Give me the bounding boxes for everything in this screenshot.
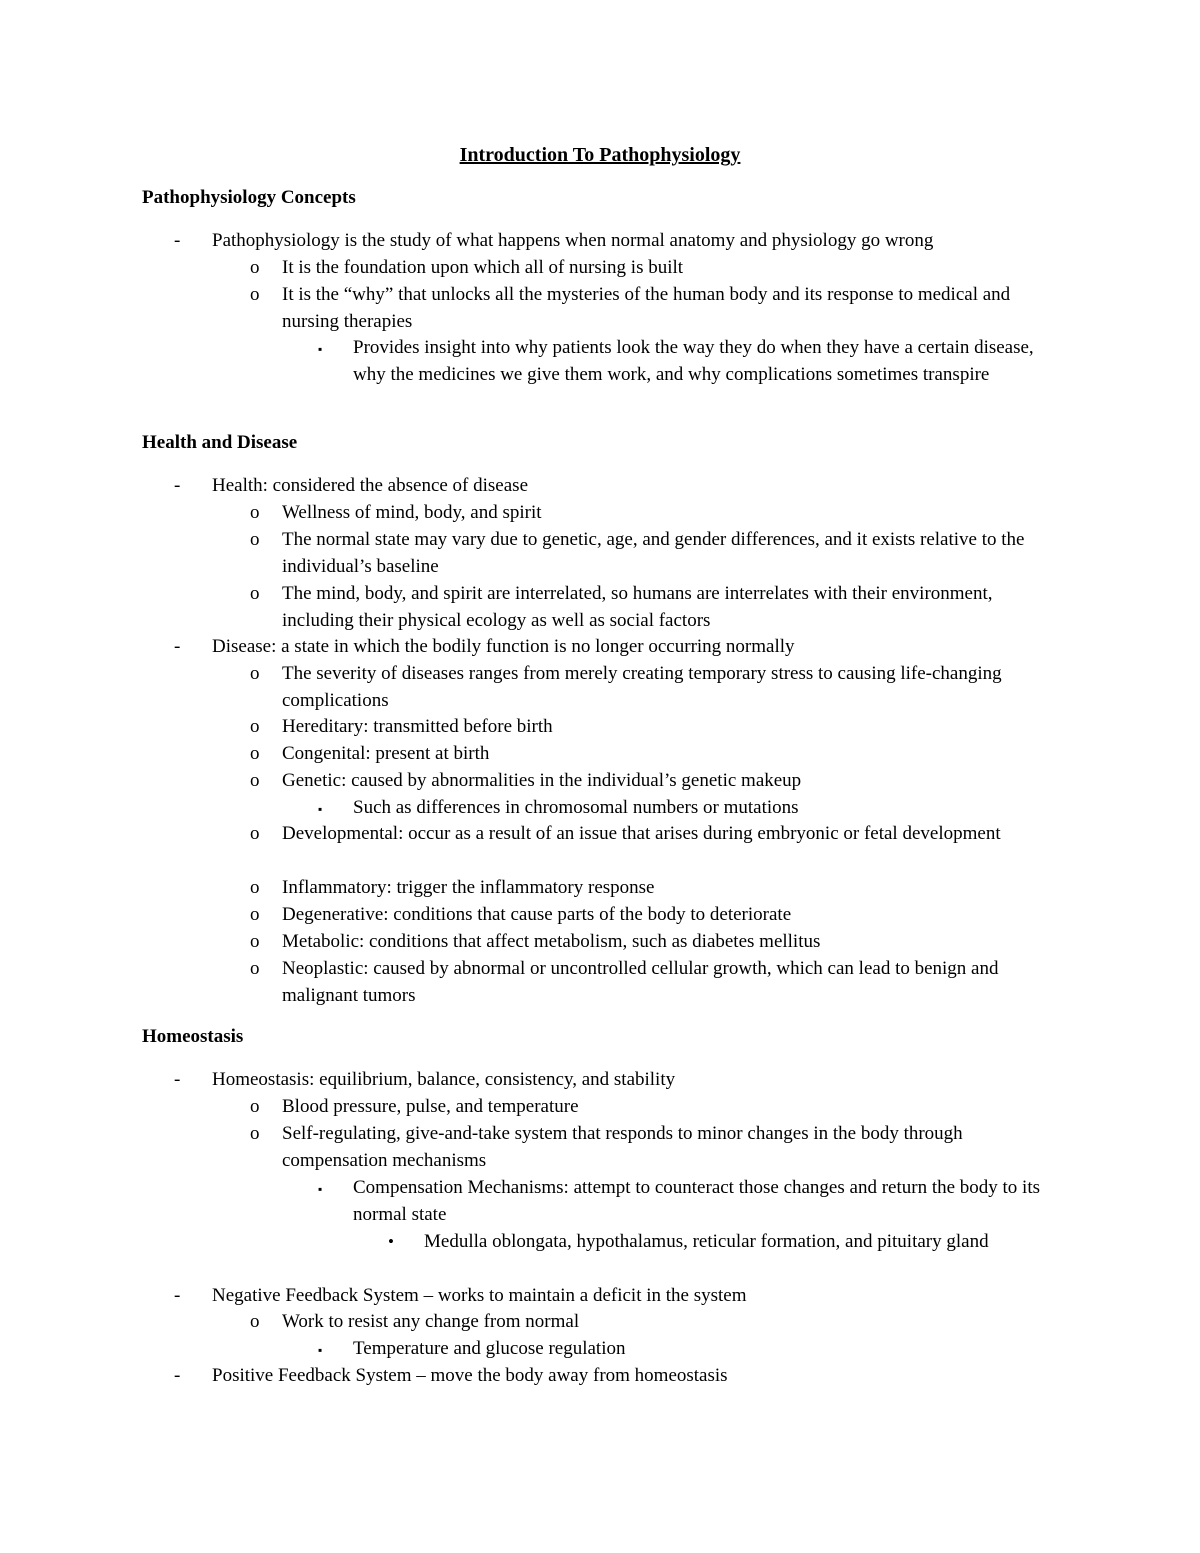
list-item-text: The severity of diseases ranges from merely creating temporary stress to causing life-changing complications (282, 663, 1002, 711)
circle-bullet: o (250, 502, 260, 523)
round-bullet: • (388, 1232, 394, 1251)
list-item-text: It is the “why” that unlocks all the mysteries of the human body and its response to medical and nursing therapies (282, 284, 1011, 332)
circle-bullet: o (250, 770, 260, 791)
circle-bullet: o (250, 663, 260, 684)
circle-bullet: o (250, 1123, 260, 1144)
dash-bullet: - (174, 230, 181, 251)
circle-bullet: o (250, 583, 260, 604)
section-heading-health-and-disease: Health and Disease (142, 432, 298, 453)
list-item (174, 634, 1092, 661)
dash-bullet: - (174, 1365, 181, 1386)
list-item-text: Wellness of mind, body, and spirit (282, 502, 542, 523)
list-item (250, 902, 1062, 929)
list-item (250, 875, 1062, 902)
list-item-text: Degenerative: conditions that cause parts of the body to deteriorate (282, 904, 792, 925)
square-bullet: ▪ (318, 802, 323, 816)
list-item-text: The mind, body, and spirit are interrelated, so humans are interrelates with their environment, including their physical ecology as well as social factors (282, 583, 993, 631)
list-item-text: Metabolic: conditions that affect metabolism, such as diabetes mellitus (282, 931, 821, 952)
circle-bullet: o (250, 931, 260, 952)
list-item (250, 1121, 1062, 1174)
list-item (250, 714, 1062, 741)
list-item (250, 500, 1062, 527)
list-item (174, 473, 1092, 500)
circle-bullet: o (250, 904, 260, 925)
square-bullet: ▪ (318, 1343, 323, 1357)
list-item-text: Positive Feedback System – move the body away from homeostasis (212, 1365, 728, 1386)
list-item (318, 1336, 1063, 1363)
list-item (388, 1229, 1024, 1256)
dash-bullet: - (174, 1285, 181, 1306)
list-item-text: Medulla oblongata, hypothalamus, reticular formation, and pituitary gland (424, 1231, 989, 1252)
list-item-text: Inflammatory: trigger the inflammatory response (282, 877, 655, 898)
list-item (250, 581, 1062, 634)
list-item-text: Genetic: caused by abnormalities in the individual’s genetic makeup (282, 770, 802, 791)
dash-bullet: - (174, 1069, 181, 1090)
list-item-text: It is the foundation upon which all of nursing is built (282, 257, 684, 278)
circle-bullet: o (250, 716, 260, 737)
document-title: Introduction To Pathophysiology (459, 144, 741, 166)
circle-bullet: o (250, 284, 260, 305)
circle-bullet: o (250, 1096, 260, 1117)
section-heading-homeostasis: Homeostasis (142, 1026, 244, 1047)
list-item-text: Health: considered the absence of disease (212, 475, 529, 496)
list-item-text: Compensation Mechanisms: attempt to counteract those changes and return the body to its normal state (353, 1177, 1041, 1225)
list-item (250, 527, 1062, 580)
list-item (174, 1283, 1092, 1310)
list-item (174, 1363, 1092, 1390)
list-item-text: Provides insight into why patients look the way they do when they have a certain disease, why the medicines we give them work, and why complications sometimes transpire (353, 337, 1034, 385)
list-item-text: Hereditary: transmitted before birth (282, 716, 553, 737)
list-item (318, 795, 1063, 822)
list-item (250, 282, 1062, 335)
circle-bullet: o (250, 877, 260, 898)
list-item (250, 1309, 1062, 1336)
list-item (174, 228, 1092, 255)
list-item (250, 1094, 1062, 1121)
square-bullet: ▪ (318, 1182, 323, 1196)
list-item (250, 929, 1062, 956)
list-item (250, 956, 1062, 1009)
circle-bullet: o (250, 529, 260, 550)
list-item-text: The normal state may vary due to genetic, age, and gender differences, and it exists relative to the individual’s baseline (282, 529, 1025, 577)
list-item-text: Temperature and glucose regulation (353, 1338, 626, 1359)
square-bullet: ▪ (318, 342, 323, 356)
list-item-text: Homeostasis: equilibrium, balance, consistency, and stability (212, 1069, 676, 1090)
list-item-text: Developmental: occur as a result of an issue that arises during embryonic or fetal development (282, 823, 1001, 844)
list-item (250, 768, 1062, 795)
list-item (250, 255, 1062, 282)
list-item-text: Neoplastic: caused by abnormal or uncontrolled cellular growth, which can lead to benign and malignant tumors (282, 958, 999, 1006)
section-heading-pathophysiology-concepts: Pathophysiology Concepts (142, 187, 356, 208)
list-item-text: Congenital: present at birth (282, 743, 490, 764)
list-item (174, 1067, 1092, 1094)
circle-bullet: o (250, 958, 260, 979)
circle-bullet: o (250, 743, 260, 764)
dash-bullet: - (174, 475, 181, 496)
circle-bullet: o (250, 823, 260, 844)
circle-bullet: o (250, 257, 260, 278)
list-item-text: Self-regulating, give-and-take system that responds to minor changes in the body through compensation mechanisms (282, 1123, 963, 1171)
list-item-text: Such as differences in chromosomal numbers or mutations (353, 797, 799, 818)
list-item (318, 335, 1063, 388)
dash-bullet: - (174, 636, 181, 657)
list-item (250, 661, 1062, 714)
list-item (250, 821, 1062, 848)
circle-bullet: o (250, 1311, 260, 1332)
list-item-text: Work to resist any change from normal (282, 1311, 580, 1332)
list-item (318, 1175, 1063, 1228)
list-item (250, 741, 1062, 768)
list-item-text: Disease: a state in which the bodily function is no longer occurring normally (212, 636, 795, 657)
list-item-text: Negative Feedback System – works to maintain a deficit in the system (212, 1285, 747, 1306)
list-item-text: Blood pressure, pulse, and temperature (282, 1096, 579, 1117)
list-item-text: Pathophysiology is the study of what happens when normal anatomy and physiology go wrong (212, 230, 934, 251)
